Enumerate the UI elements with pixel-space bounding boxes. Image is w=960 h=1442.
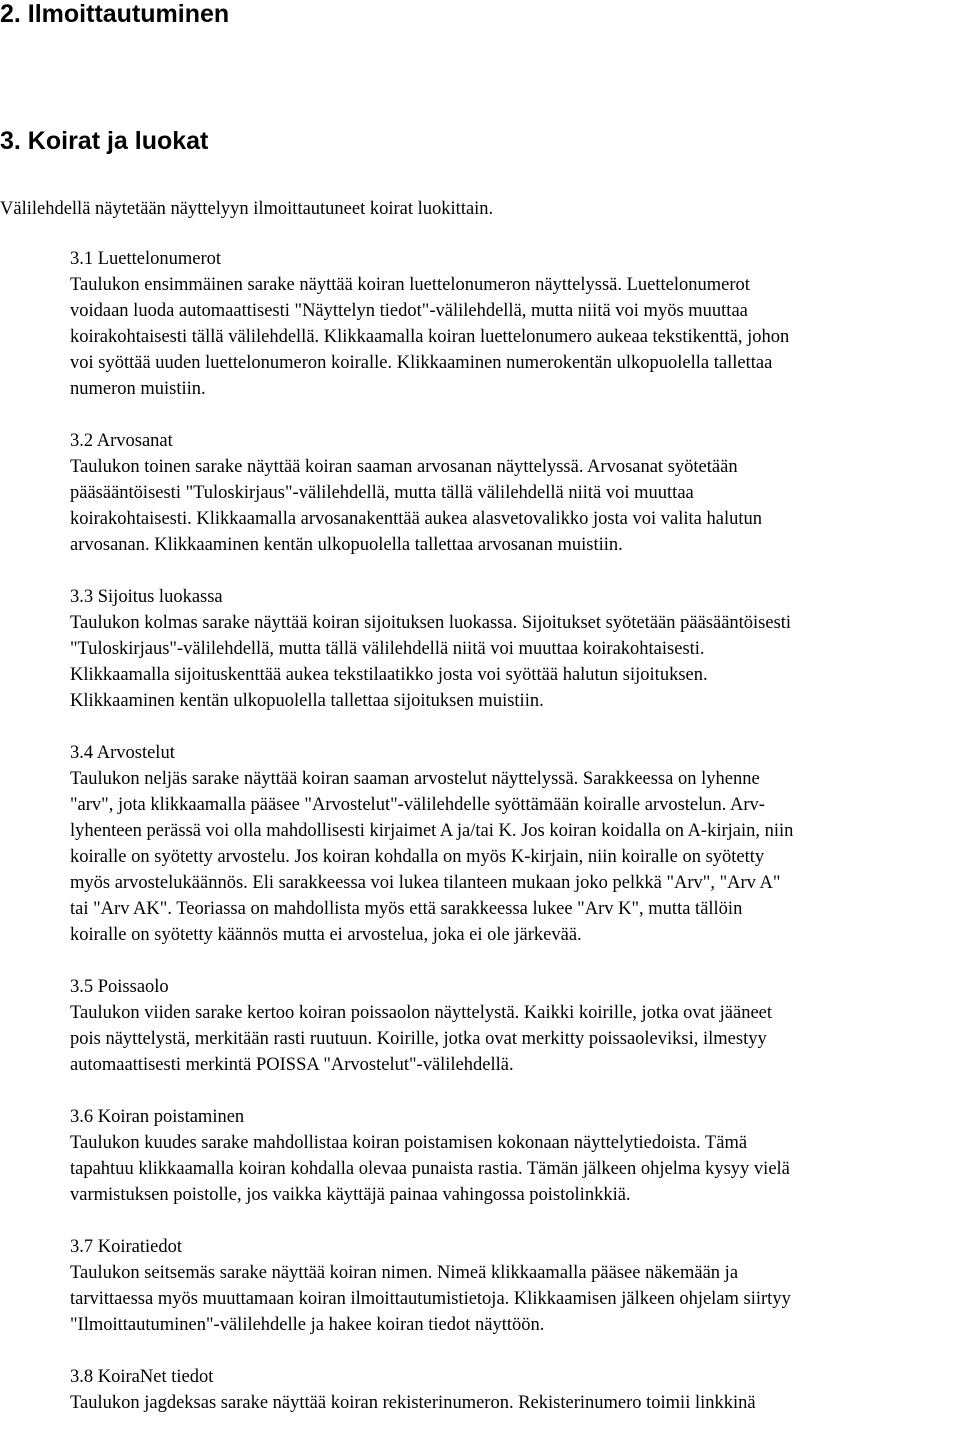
section-1 [70,246,960,402]
text-line: Klikkaaminen kentän ulkopuolella tallettaa sijoituksen muistiin. [70,691,544,711]
text-line: Taulukon ensimmäinen sarake näyttää koiran luettelonumeron näyttelyssä. Luettelonumerot [70,275,750,295]
section-title: 3.4 Arvostelut [70,743,175,763]
text-line: tai "Arv AK". Teoriassa on mahdollista myös että sarakkeessa lukee "Arv K", mutta tällöin [70,899,743,919]
text-line: Taulukon toinen sarake näyttää koiran saaman arvosanan näyttelyssä. Arvosanat syötetään [70,457,738,477]
section-title: 3.8 KoiraNet tiedot [70,1367,214,1387]
text-line: koirakohtaisesti. Klikkaamalla arvosanakenttää aukea alasvetovalikko josta voi valita halutun [70,509,762,529]
text-line: "Tuloskirjaus"-välilehdellä, mutta tällä välilehdellä niitä voi muuttaa koirakohtaisesti. [70,639,705,659]
section-body [70,454,960,558]
section-body [70,1390,960,1416]
section-title: 3.5 Poissaolo [70,977,169,997]
text-line: tarvittaessa myös muuttamaan koiran ilmoittautumistietoja. Klikkaamisen jälkeen ohjelam siirtyy [70,1289,791,1309]
section-title: 3.7 Koiratiedot [70,1237,183,1257]
section-body [70,1000,960,1078]
section-body [70,610,960,714]
text-line: pääsääntöisesti "Tuloskirjaus"-välilehdellä, mutta tällä välilehdellä niitä voi muuttaa [70,483,694,503]
text-line: koiralle on syötetty arvostelu. Jos koiran kohdalla on myös K-kirjain, niin koiralle on syötetty [70,847,765,867]
text-line: arvosanan. Klikkaaminen kentän ulkopuolella tallettaa arvosanan muistiin. [70,535,623,555]
text-line: numeron muistiin. [70,379,206,399]
section-4 [70,740,960,948]
text-line: voi syöttää uuden luettelonumeron koiralle. Klikkaaminen numerokentän ulkopuolella tallettaa [70,353,773,373]
text-line: lyhenteen perässä voi olla mahdollisesti kirjaimet A ja/tai K. Jos koiran koidalla on A-kirjain, niin [70,821,794,841]
section-body [70,1260,960,1338]
sections-container [70,246,960,1442]
section-title: 3.3 Sijoitus luokassa [70,587,223,607]
section-title: 3.2 Arvosanat [70,431,173,451]
text-line: Taulukon seitsemäs sarake näyttää koiran nimen. Nimeä klikkaamalla pääsee näkemään ja [70,1263,739,1283]
section-body [70,766,960,948]
text-line: Taulukon neljäs sarake näyttää koiran saaman arvostelut näyttelyssä. Sarakkeessa on lyhenne [70,769,760,789]
heading-koirat-ja-luokat: 3. Koirat ja luokat [0,127,209,155]
intro-paragraph: Välilehdellä näytetään näyttelyyn ilmoittautuneet koirat luokittain. [0,199,494,219]
text-line: automaattisesti merkintä POISSA "Arvostelut"-välilehdellä. [70,1055,514,1075]
text-line: Taulukon jagdeksas sarake näyttää koiran rekisterinumeron. Rekisterinumero toimii linkkinä [70,1393,756,1413]
section-2 [70,428,960,558]
text-line: tapahtuu klikkaamalla koiran kohdalla olevaa punaista rastia. Tämän jälkeen ohjelma kysyy vielä [70,1159,790,1179]
text-line: "Ilmoittautuminen"-välilehdelle ja hakee koiran tiedot näyttöön. [70,1315,545,1335]
text-line: Taulukon viiden sarake kertoo koiran poissaolon näyttelystä. Kaikki koirille, jotka ovat jääneet [70,1003,773,1023]
section-body [70,1130,960,1208]
text-line: myös arvostelukäännös. Eli sarakkeessa voi lukea tilanteen mukaan joko pelkkä "Arv", "Arv A" [70,873,781,893]
text-line: Taulukon kuudes sarake mahdollistaa koiran poistamisen kokonaan näyttelytiedoista. Tämä [70,1133,748,1153]
text-line: koiralle on syötetty käännös mutta ei arvostelua, joka ei ole järkevää. [70,925,582,945]
section-5 [70,974,960,1078]
section-8 [70,1364,960,1416]
text-line: voidaan luoda automaattisesti "Näyttelyn tiedot"-välilehdellä, mutta niitä voi myös muuttaa [70,301,748,321]
text-line: "arv", jota klikkaamalla pääsee "Arvostelut"-välilehdelle syöttämään koiralle arvostelun. Arv- [70,795,765,815]
text-line: Taulukon kolmas sarake näyttää koiran sijoituksen luokassa. Sijoitukset syötetään pääsääntöisesti [70,613,792,633]
section-title: 3.1 Luettelonumerot [70,249,222,269]
section-body [70,272,960,402]
section-6 [70,1104,960,1208]
heading-ilmoittautuminen: 2. Ilmoittautuminen [0,0,230,28]
text-line: varmistuksen poistolle, jos vaikka käyttäjä painaa vahingossa poistolinkkiä. [70,1185,631,1205]
text-line: koirakohtaisesti tällä välilehdellä. Klikkaamalla koiran luettelonumero aukeaa tekstikenttä, johon [70,327,790,347]
section-7 [70,1234,960,1338]
section-title: 3.6 Koiran poistaminen [70,1107,245,1127]
text-line: pois näyttelystä, merkitään rasti ruutuun. Koirille, jotka ovat merkitty poissaoleviksi, ilmestyy [70,1029,767,1049]
section-3 [70,584,960,714]
text-line: Klikkaamalla sijoituskenttää aukea tekstilaatikko josta voi syöttää halutun sijoituksen. [70,665,708,685]
